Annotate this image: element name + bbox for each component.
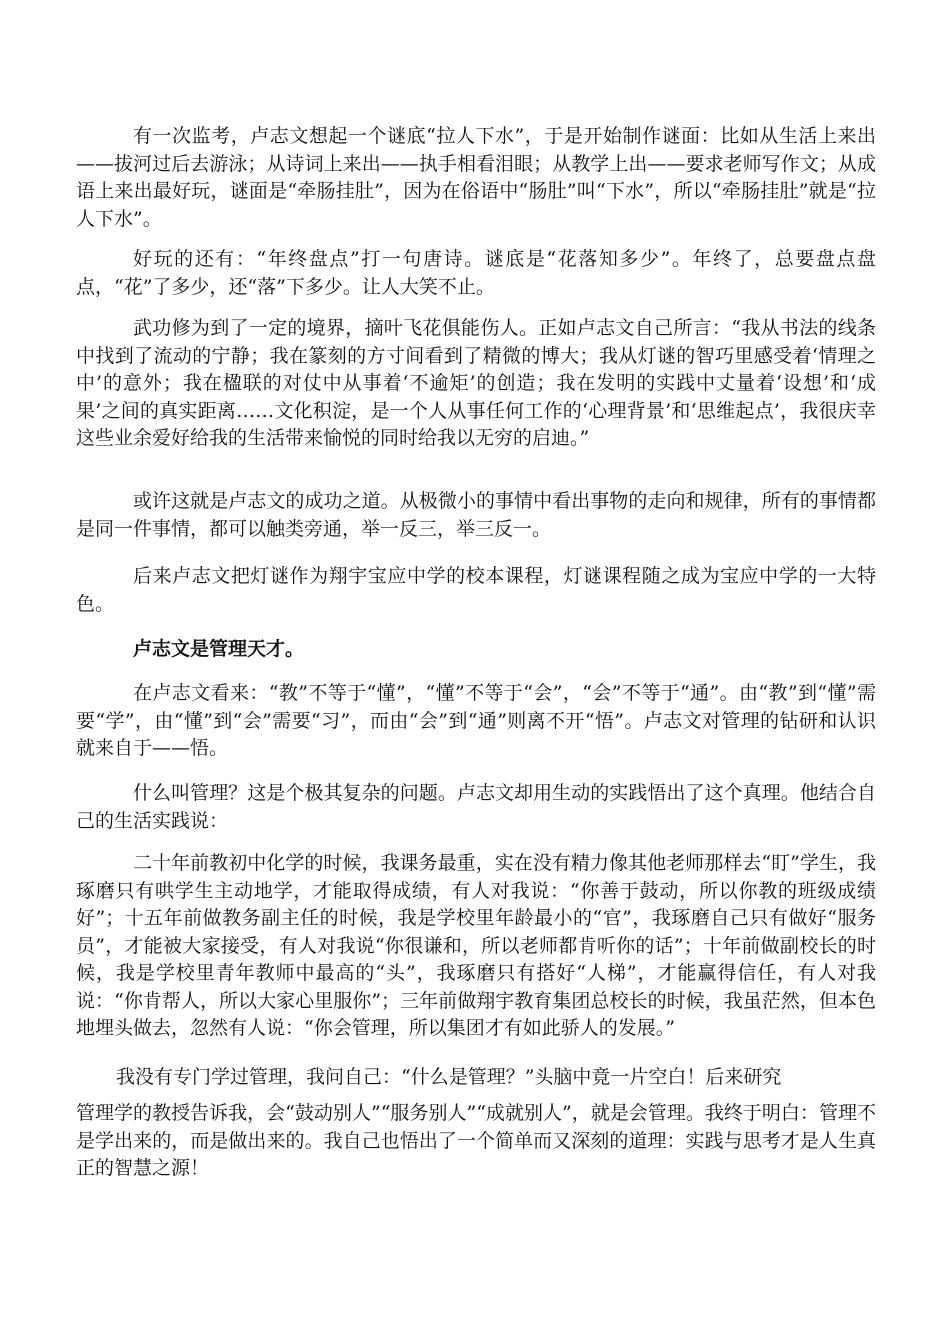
section-heading-management: 卢志文是管理天才。 — [133, 638, 305, 660]
paragraph-success-way: 或许这就是卢志文的成功之道。从极微小的事情中看出事物的走向和规律，所有的事情都是同一件事情，都可以触类旁通，举一反三，举三反一。 — [76, 490, 876, 540]
paragraph-teach-understand: 在卢志文看来：“教”不等于“懂”，“懂”不等于“会”，“会”不等于“通”。由“教”到“懂”需要“学”，由“懂”到“会”需要“习”，而由“会”到“通”则离不开“悟”。卢志文对管理的钻研和认识就来自于——悟。 — [76, 682, 876, 759]
paragraph-year-end-riddle: 好玩的还有：“年终盘点”打一句唐诗。谜底是“花落知多少”。年终了，总要盘点盘点，“花”了多少，还“落”下多少。让人大笑不止。 — [76, 248, 876, 298]
paragraph-martial-arts: 武功修为到了一定的境界，摘叶飞花俱能伤人。正如卢志文自己所言：“我从书法的线条中找到了流动的宁静；我在篆刻的方寸间看到了精微的博大；我从灯谜的智巧里感受着‘情理之中’的意外；我在楹联的对仗中从事着‘不逾矩’的创造；我在发明的实践中丈量着‘设想’和‘成果’之间的真实距离……文化积淀，是一个人从事任何工作的‘心理背景’和‘思维起点’，我很庆幸这些业余爱好给我的生活带来愉悦的同时给我以无穷的启迪。” — [76, 317, 876, 449]
paragraph-what-is-management: 什么叫管理？这是个极其复杂的问题。卢志文却用生动的实践悟出了这个真理。他结合自己的生活实践说： — [76, 782, 876, 832]
paragraph-no-training: 我没有专门学过管理，我问自己：“什么是管理？”头脑中竟一片空白！后来研究 — [116, 1066, 782, 1088]
paragraph-conclusion: 管理学的教授告诉我，会“鼓动别人”“服务别人”“成就别人”，就是会管理。我终于明白：管理不是学出来的，而是做出来的。我自己也悟出了一个简单而又深刻的道理：实践与思考才是人生真正的智慧之源！ — [76, 1102, 876, 1179]
paragraph-school-course: 后来卢志文把灯谜作为翔宇宝应中学的校本课程，灯谜课程随之成为宝应中学的一大特色。 — [76, 565, 876, 615]
paragraph-quote-twenty-years: 二十年前教初中化学的时候，我课务最重，实在没有精力像其他老师那样去“盯”学生，我琢磨只有哄学生主动地学，才能取得成绩，有人对我说：“你善于鼓动，所以你教的班级成绩好”；十五年前做教务副主任的时候，我是学校里年龄最小的“官”，我琢磨自己只有做好“服务员”，才能被大家接受，有人对我说“你很谦和，所以老师都肯听你的话”；十年前做副校长的时候，我是学校里青年教师中最高的“头”，我琢磨只有搭好“人梯”，才能赢得信任，有人对我说：“你肯帮人，所以大家心里服你”；三年前做翔宇教育集团总校长的时候，我虽茫然，但本色地埋头做去，忽然有人说：“你会管理，所以集团才有如此骄人的发展。” — [76, 852, 876, 1039]
paragraph-riddle-intro: 有一次监考，卢志文想起一个谜底“拉人下水”，于是开始制作谜面：比如从生活上来出——拔河过后去游泳；从诗词上来出——执手相看泪眼；从教学上出——要求老师写作文；从成语上来出最好玩，谜面是“牵肠挂肚”，因为在俗语中“肠肚”叫“下水”，所以“牵肠挂肚”就是“拉人下水”。 — [76, 125, 876, 230]
